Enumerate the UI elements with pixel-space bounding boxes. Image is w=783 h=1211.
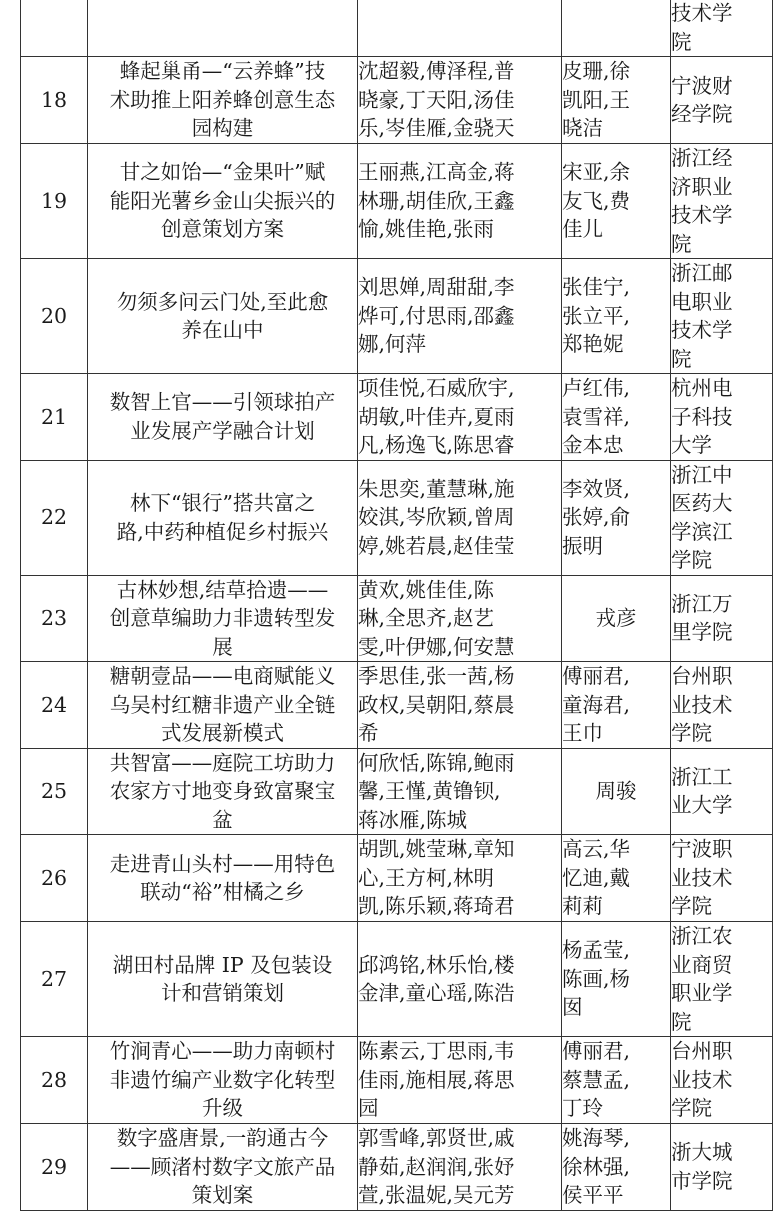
award-list-table (20, 0, 773, 1211)
project-title-cell: 古林妙想,结草拾遗—— 创意草编助力非遗转型发 展 (88, 575, 358, 662)
advisors-cell: 杨孟莹, 陈画,杨 囡 (562, 922, 671, 1037)
advisors-cell: 皮珊,徐 凯阳,王 晓洁 (562, 57, 671, 144)
table-row (21, 662, 773, 749)
table-row (21, 922, 773, 1037)
team-members-cell: 季思佳,张一茜,杨 政权,吴朝阳,蔡晨 希 (358, 662, 562, 749)
row-number-cell: 29 (21, 1124, 88, 1211)
table-row (21, 748, 773, 835)
team-members-cell (358, 0, 562, 57)
table-row (21, 1037, 773, 1124)
school-cell: 宁波财 经学院 (671, 57, 773, 144)
advisors-cell: 傅丽君, 童海君, 王巾 (562, 662, 671, 749)
table-row (21, 144, 773, 259)
team-members-cell: 黄欢,姚佳佳,陈 琳,全思齐,赵艺 雯,叶伊娜,何安慧 (358, 575, 562, 662)
row-number-cell: 22 (21, 460, 88, 575)
team-members-cell: 沈超毅,傅泽程,普 晓豪,丁天阳,汤佳 乐,岑佳雁,金骁天 (358, 57, 562, 144)
advisors-cell: 戎彦 (562, 575, 671, 662)
project-title-cell: 甘之如饴—“金果叶”赋 能阳光薯乡金山尖振兴的 创意策划方案 (88, 144, 358, 259)
row-number-cell: 21 (21, 374, 88, 461)
school-cell: 浙江中 医药大 学滨江 学院 (671, 460, 773, 575)
team-members-cell: 郭雪峰,郭贤世,戚 静茹,赵润润,张妤 萱,张温妮,吴元芳 (358, 1124, 562, 1211)
school-cell: 台州职 业技术 学院 (671, 662, 773, 749)
team-members-cell: 陈素云,丁思雨,韦 佳雨,施相展,蒋思 园 (358, 1037, 562, 1124)
project-title-cell: 林下“银行”搭共富之 路,中药种植促乡村振兴 (88, 460, 358, 575)
row-number-cell: 23 (21, 575, 88, 662)
project-title-cell (88, 0, 358, 57)
team-members-cell: 刘思婵,周甜甜,李 烨可,付思雨,邵鑫 娜,何萍 (358, 259, 562, 374)
team-members-cell: 朱思奕,董慧琳,施 姣淇,岑欣颖,曾周 婷,姚若晨,赵佳莹 (358, 460, 562, 575)
table-row (21, 835, 773, 922)
school-cell: 浙江万 里学院 (671, 575, 773, 662)
school-cell: 台州职 业技术 学院 (671, 1037, 773, 1124)
table-row (21, 460, 773, 575)
table-row (21, 575, 773, 662)
advisors-cell: 傅丽君, 蔡慧孟, 丁玲 (562, 1037, 671, 1124)
row-number-cell: 26 (21, 835, 88, 922)
table-row (21, 57, 773, 144)
table-row (21, 1124, 773, 1211)
row-number-cell: 25 (21, 748, 88, 835)
row-number-cell: 24 (21, 662, 88, 749)
school-cell: 浙江邮 电职业 技术学 院 (671, 259, 773, 374)
row-number-cell: 20 (21, 259, 88, 374)
project-title-cell: 糖朝壹品——电商赋能义 乌吴村红糖非遗产业全链 式发展新模式 (88, 662, 358, 749)
school-cell: 技术学 院 (671, 0, 773, 57)
row-number-cell: 28 (21, 1037, 88, 1124)
project-title-cell: 湖田村品牌 IP 及包装设 计和营销策划 (88, 922, 358, 1037)
school-cell: 杭州电 子科技 大学 (671, 374, 773, 461)
advisors-cell: 宋亚,余 友飞,费 佳儿 (562, 144, 671, 259)
advisors-cell: 李效贤, 张婷,俞 振明 (562, 460, 671, 575)
school-cell: 浙江经 济职业 技术学 院 (671, 144, 773, 259)
advisors-cell: 高云,华 忆迪,戴 莉莉 (562, 835, 671, 922)
project-title-cell: 数字盛唐景,一韵通古今 ——顾渚村数字文旅产品 策划案 (88, 1124, 358, 1211)
school-cell: 宁波职 业技术 学院 (671, 835, 773, 922)
project-title-cell: 数智上官——引领球拍产 业发展产学融合计划 (88, 374, 358, 461)
team-members-cell: 邱鸿铭,林乐怡,楼 金津,童心瑶,陈浩 (358, 922, 562, 1037)
team-members-cell: 何欣恬,陈锦,鲍雨 馨,王慬,黄镥钡, 蒋冰雁,陈城 (358, 748, 562, 835)
team-members-cell: 王丽燕,江高金,蒋 林珊,胡佳欣,王鑫 愉,姚佳艳,张雨 (358, 144, 562, 259)
advisors-cell: 姚海琴, 徐林强, 侯平平 (562, 1124, 671, 1211)
school-cell: 浙江农 业商贸 职业学 院 (671, 922, 773, 1037)
advisors-cell: 张佳宁, 张立平, 郑艳妮 (562, 259, 671, 374)
advisors-cell: 周骏 (562, 748, 671, 835)
table-row (21, 0, 773, 57)
advisors-cell: 卢红伟, 袁雪祥, 金本忠 (562, 374, 671, 461)
table-row (21, 374, 773, 461)
project-title-cell: 勿须多问云门处,至此愈 养在山中 (88, 259, 358, 374)
advisors-cell (562, 0, 671, 57)
row-number-cell: 27 (21, 922, 88, 1037)
row-number-cell: 18 (21, 57, 88, 144)
school-cell: 浙大城 市学院 (671, 1124, 773, 1211)
project-title-cell: 竹涧青心——助力南顿村 非遗竹编产业数字化转型 升级 (88, 1037, 358, 1124)
school-cell: 浙江工 业大学 (671, 748, 773, 835)
project-title-cell: 蜂起巢甬—“云养蜂”技 术助推上阳养蜂创意生态 园构建 (88, 57, 358, 144)
project-title-cell: 共智富——庭院工坊助力 农家方寸地变身致富聚宝 盆 (88, 748, 358, 835)
team-members-cell: 胡凯,姚莹琳,章知 心,王方柯,林明 凯,陈乐颖,蒋琦君 (358, 835, 562, 922)
row-number-cell: 19 (21, 144, 88, 259)
project-title-cell: 走进青山头村——用特色 联动“裕”柑橘之乡 (88, 835, 358, 922)
row-number-cell (21, 0, 88, 57)
team-members-cell: 项佳悦,石威欣宇, 胡敏,叶佳卉,夏雨 凡,杨逸飞,陈思睿 (358, 374, 562, 461)
table-row (21, 259, 773, 374)
